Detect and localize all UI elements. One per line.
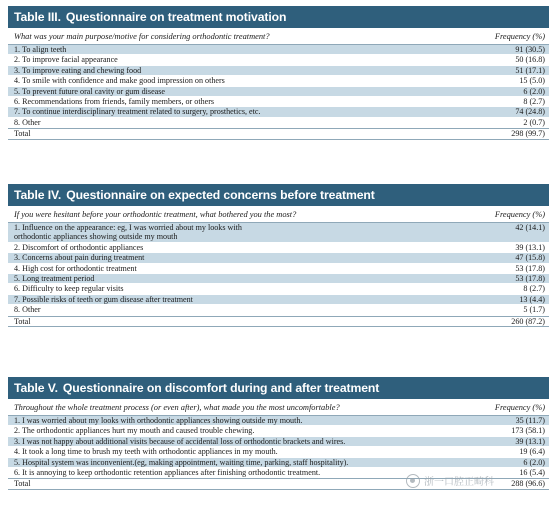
row-label: 5. Hospital system was inconvenient.(eg, making appointment, waiting time, parking, staff hospitality). xyxy=(14,457,349,467)
question-row xyxy=(8,208,549,223)
table-row xyxy=(8,45,549,55)
frequency-header: Frequency (%) xyxy=(494,210,545,219)
row-value: 47 (15.8) xyxy=(515,253,545,263)
row-label: 5. To prevent future oral cavity or gum disease xyxy=(14,86,165,96)
table-row xyxy=(8,447,549,457)
wechat-logo-icon xyxy=(406,474,420,488)
row-label: 2. The orthodontic appliances hurt my mouth and caused trouble chewing. xyxy=(14,426,255,436)
row-label: Total xyxy=(14,129,31,139)
row-value: 5 (1.7) xyxy=(523,305,545,315)
row-value: 50 (16.8) xyxy=(515,55,545,65)
question-row xyxy=(8,30,549,45)
question-text: What was your main purpose/motive for considering orthodontic treatment? xyxy=(14,32,270,41)
table-header xyxy=(8,377,549,399)
row-value: 15 (5.0) xyxy=(519,76,545,86)
row-label: 6. Recommendations from friends, family members, or others xyxy=(14,97,215,107)
row-label: Total xyxy=(14,316,31,326)
table-row xyxy=(8,107,549,117)
table-row xyxy=(8,274,549,284)
row-label: 7. To continue interdisciplinary treatment related to surgery, prosthetics, etc. xyxy=(14,107,261,117)
row-value: 13 (4.4) xyxy=(519,294,545,304)
row-label: 3. I was not happy about additional visits because of accidental loss of orthodontic brackets and wires. xyxy=(14,436,346,446)
table-header xyxy=(8,184,549,206)
table-number: Table V. xyxy=(14,381,58,395)
table-row xyxy=(8,118,549,128)
table-row xyxy=(8,55,549,65)
row-value: 8 (2.7) xyxy=(523,284,545,294)
row-value: 53 (17.8) xyxy=(515,263,545,273)
row-label: 2. To improve facial appearance xyxy=(14,55,118,65)
table-row xyxy=(8,76,549,86)
row-label: 4. High cost for orthodontic treatment xyxy=(14,263,137,273)
row-value: 260 (87.2) xyxy=(511,316,545,326)
frequency-header: Frequency (%) xyxy=(494,403,545,412)
table-row xyxy=(8,66,549,76)
table-number: Table IV. xyxy=(14,188,62,202)
table-number: Table III. xyxy=(14,10,61,24)
row-label: Total xyxy=(14,479,31,489)
table-row xyxy=(8,437,549,447)
row-label: 6. It is annoying to keep orthodontic retention appliances after finishing orthodontic treatment. xyxy=(14,468,321,478)
row-value: 19 (6.4) xyxy=(519,447,545,457)
table-body xyxy=(8,45,549,140)
row-value: 8 (2.7) xyxy=(523,97,545,107)
row-value: 51 (17.1) xyxy=(515,65,545,75)
question-text: Throughout the whole treatment process (or even after), what made you the most uncomfortable? xyxy=(14,403,340,412)
table-row xyxy=(8,264,549,274)
frequency-header: Frequency (%) xyxy=(494,32,545,41)
table-row xyxy=(8,253,549,263)
row-value: 288 (96.6) xyxy=(511,479,545,489)
row-label: 3. To improve eating and chewing food xyxy=(14,65,142,75)
row-value: 39 (13.1) xyxy=(515,242,545,252)
row-value: 6 (2.0) xyxy=(523,457,545,467)
row-label: 8. Other xyxy=(14,117,41,127)
row-value: 74 (24.8) xyxy=(515,107,545,117)
row-value: 173 (58.1) xyxy=(511,426,545,436)
table-row xyxy=(8,458,549,468)
row-label: 1. To align teeth xyxy=(14,45,67,54)
table-row xyxy=(8,284,549,294)
table-row xyxy=(8,97,549,107)
row-value: 42 (14.1) xyxy=(515,223,545,232)
table-title: Questionnaire on expected concerns before treatment xyxy=(66,188,375,202)
watermark-text: 浙一口腔正畸科 xyxy=(424,477,494,488)
row-label: 1. I was worried about my looks with orthodontic appliances showing outside my mouth. xyxy=(14,416,303,425)
row-label: 2. Discomfort of orthodontic appliances xyxy=(14,242,144,252)
question-row xyxy=(8,401,549,416)
table-row xyxy=(8,223,549,243)
row-value: 6 (2.0) xyxy=(523,86,545,96)
table-row xyxy=(8,305,549,315)
row-value: 16 (5.4) xyxy=(519,468,545,478)
row-value: 35 (11.7) xyxy=(515,416,545,425)
table-iv xyxy=(8,184,549,327)
table-row xyxy=(8,416,549,426)
table-header xyxy=(8,6,549,28)
row-label: 1. Influence on the appearance: eg, I was worried about my looks with orthodontic appliances showing outside my mouth xyxy=(14,223,242,242)
row-label: 3. Concerns about pain during treatment xyxy=(14,253,145,263)
row-label: 4. To smile with confidence and make good impression on others xyxy=(14,76,225,86)
row-value: 39 (13.1) xyxy=(515,436,545,446)
row-value: 298 (99.7) xyxy=(511,129,545,139)
row-label: 4. It took a long time to brush my teeth with orthodontic appliances in my mouth. xyxy=(14,447,278,457)
table-row xyxy=(8,243,549,253)
total-row xyxy=(8,316,549,327)
table-row xyxy=(8,87,549,97)
table-row xyxy=(8,295,549,305)
total-row xyxy=(8,128,549,139)
table-title: Questionnaire on discomfort during and after treatment xyxy=(62,381,380,395)
watermark xyxy=(406,473,494,488)
row-label: 7. Possible risks of teeth or gum disease after treatment xyxy=(14,294,193,304)
row-value: 91 (30.5) xyxy=(515,45,545,54)
row-value: 2 (0.7) xyxy=(523,117,545,127)
table-body xyxy=(8,223,549,327)
table-iii xyxy=(8,6,549,140)
table-title: Questionnaire on treatment motivation xyxy=(65,10,287,24)
row-label: 6. Difficulty to keep regular visits xyxy=(14,284,124,294)
row-label: 8. Other xyxy=(14,305,41,315)
table-row xyxy=(8,426,549,436)
question-text: If you were hesitant before your orthodontic treatment, what bothered you the most? xyxy=(14,210,297,219)
row-value: 53 (17.8) xyxy=(515,274,545,284)
row-label: 5. Long treatment period xyxy=(14,274,95,284)
